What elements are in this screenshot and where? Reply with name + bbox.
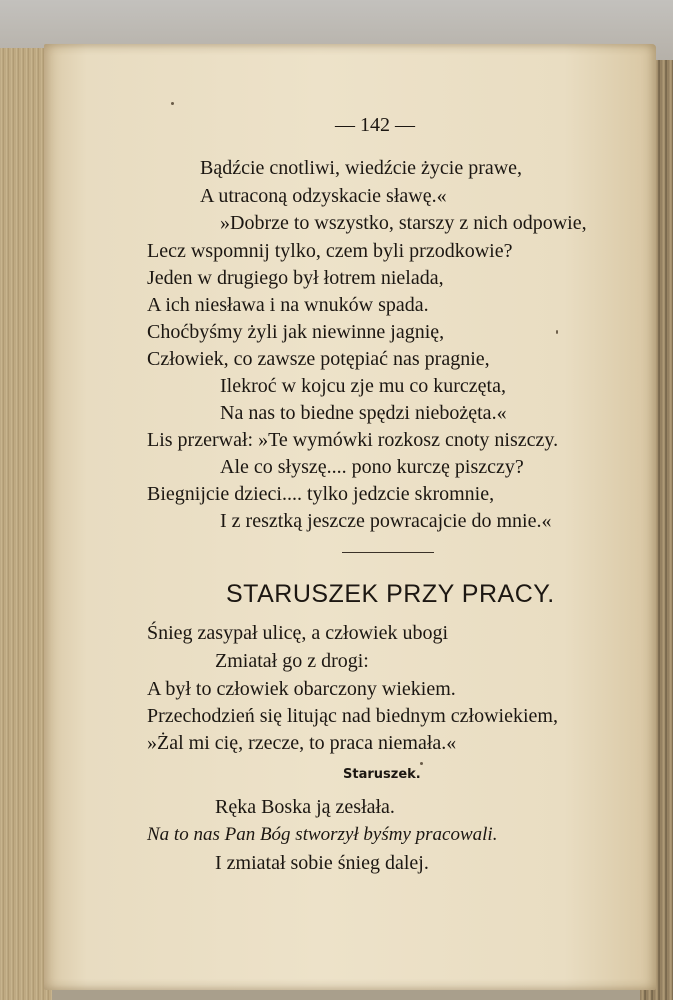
page-number: — 142 — (335, 114, 415, 136)
verse-line-italic: Na to nas Pan Bóg stworzył byśmy pracowali. (147, 824, 498, 845)
verse-line: Choćbyśmy żyli jak niewinne jagnię, (147, 321, 445, 343)
verse-line: Śnieg zasypał ulicę, a człowiek ubogi (147, 622, 449, 644)
speaker-label: Staruszek. (343, 767, 421, 782)
verse-line: A ich niesława i na wnuków spada. (147, 294, 429, 316)
verse-line: Jeden w drugiego był łotrem nielada, (147, 267, 444, 289)
verse-line: Na nas to biedne spędzi niebożęta.« (220, 402, 507, 424)
verse-line: Bądźcie cnotliwi, wiedźcie życie prawe, (200, 157, 523, 179)
verse-line: Lecz wspomnij tylko, czem byli przodkowie? (147, 240, 513, 262)
paper-speck (556, 330, 558, 334)
verse-line: Człowiek, co zawsze potępiać nas pragnie, (147, 348, 490, 370)
verse-line: Ręka Boska ją zesłała. (215, 796, 395, 818)
verse-line: Biegnijcie dzieci.... tylko jedzcie skromnie, (147, 483, 495, 505)
verse-line: A był to człowiek obarczony wiekiem. (147, 678, 456, 700)
poem-title: STARUSZEK PRZY PRACY. (226, 580, 555, 608)
verse-line: Ilekroć w kojcu zje mu co kurczęta, (220, 375, 506, 397)
paper-speck (420, 762, 423, 765)
paper-speck (171, 102, 174, 105)
verse-line: Zmiatał go z drogi: (215, 650, 369, 672)
verse-line: Ale co słyszę.... pono kurczę piszczy? (220, 456, 524, 478)
verse-line: I zmiatał sobie śnieg dalej. (215, 852, 429, 874)
verse-line: »Żal mi cię, rzecze, to praca niemała.« (147, 732, 457, 754)
section-divider (342, 552, 434, 553)
verse-line: »Dobrze to wszystko, starszy z nich odpowie, (220, 212, 587, 234)
verse-line: Lis przerwał: »Te wymówki rozkosz cnoty niszczy. (147, 429, 559, 451)
verse-line: A utraconą odzyskacie sławę.« (200, 185, 447, 207)
verse-line: I z resztką jeszcze powracajcie do mnie.« (220, 510, 552, 532)
verse-line: Przechodzień się litując nad biednym człowiekiem, (147, 705, 558, 727)
